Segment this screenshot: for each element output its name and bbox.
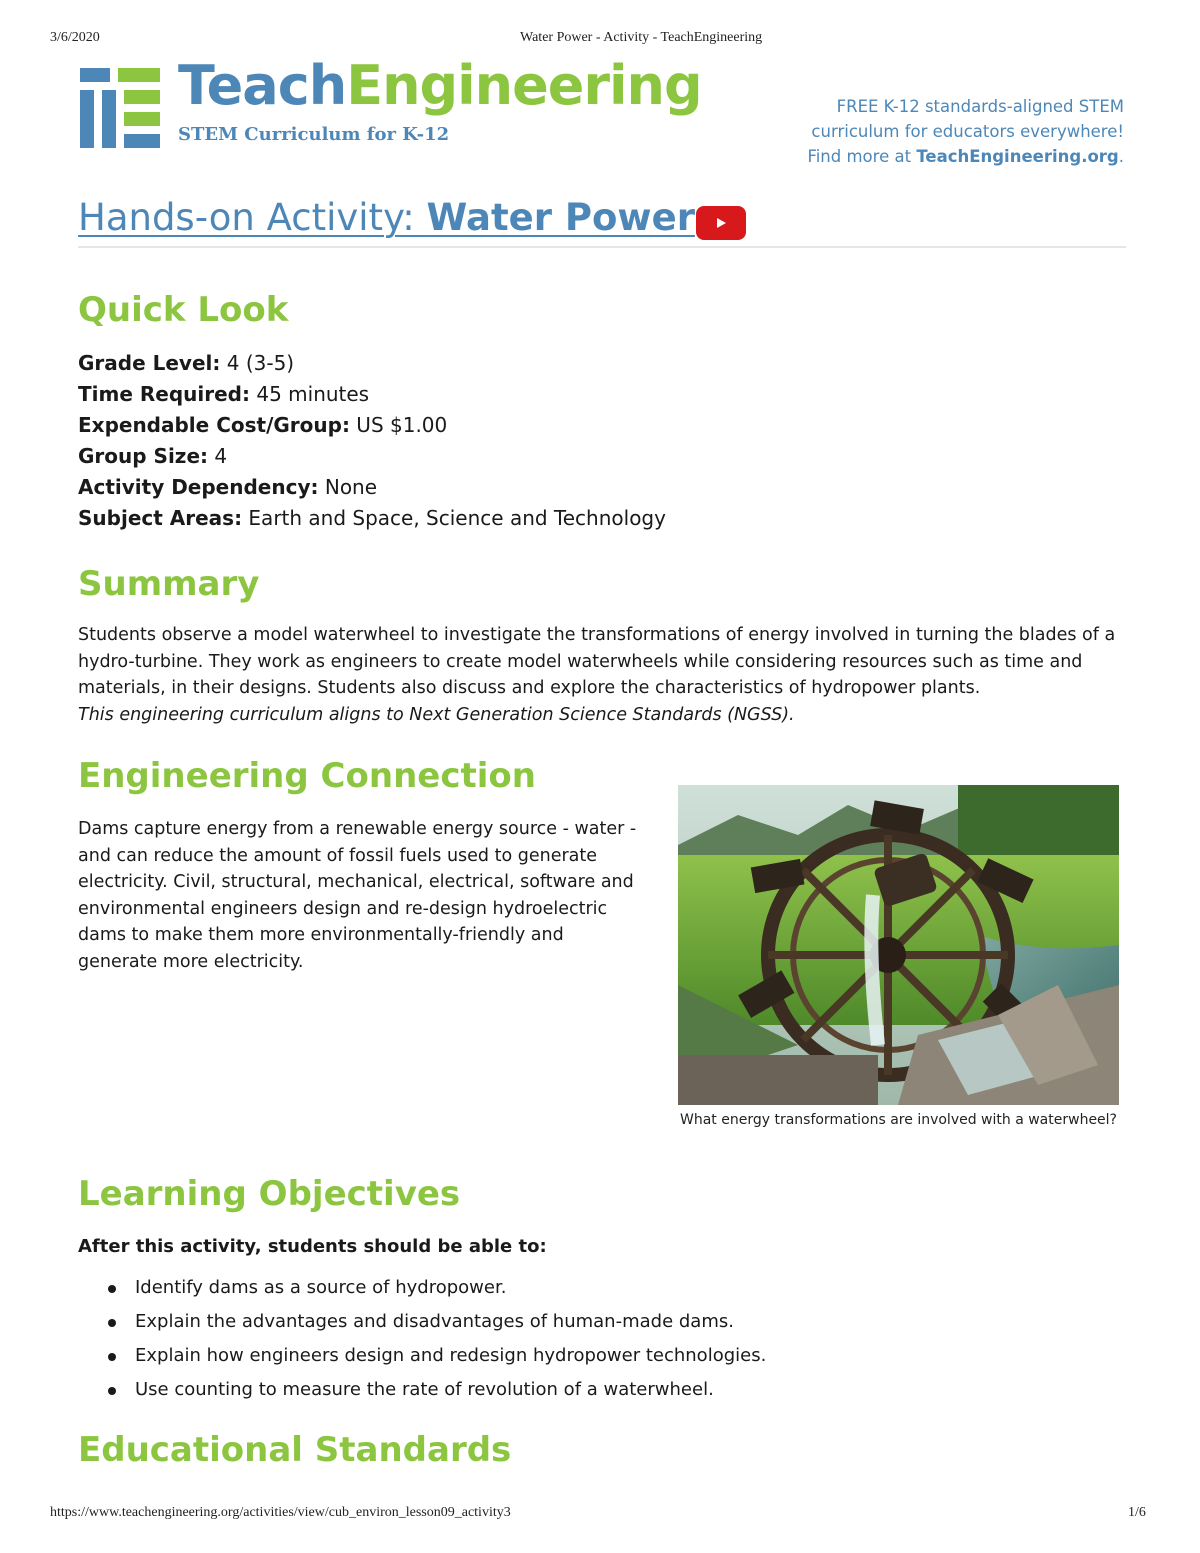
page-title[interactable]: Hands-on Activity: Water Power	[78, 196, 695, 239]
print-date: 3/6/2020	[50, 30, 100, 45]
page-title-bar	[78, 196, 1126, 248]
waterwheel-photo	[678, 785, 1119, 1105]
list-item: Use counting to measure the rate of revolution of a waterwheel.	[78, 1376, 766, 1410]
ngss-note: This engineering curriculum aligns to Next Generation Science Standards (NGSS).	[78, 704, 795, 725]
quick-look-item: Group Size: 4	[78, 444, 228, 468]
quick-look-item: Activity Dependency: None	[78, 475, 378, 499]
image-caption: What energy transformations are involved with a waterwheel?	[679, 1112, 1117, 1128]
list-item: Identify dams as a source of hydropower.	[78, 1274, 766, 1308]
list-item: Explain how engineers design and redesign hydropower technologies.	[78, 1342, 766, 1376]
logo-tagline: STEM Curriculum for K-12	[178, 124, 450, 145]
teachengineering-link[interactable]: TeachEngineering.org	[916, 147, 1119, 166]
print-page-number: 1/6	[1128, 1505, 1146, 1520]
educational-standards-heading: Educational Standards	[78, 1430, 512, 1470]
engineering-connection-heading: Engineering Connection	[78, 756, 536, 796]
print-page-title: Water Power - Activity - TeachEngineering	[520, 30, 763, 45]
promo-text: FREE K-12 standards-aligned STEM curriculum for educators everywhere! Find more at TeachEngineering.org.	[807, 97, 1124, 166]
teachengineering-logo[interactable]	[80, 54, 702, 150]
te-logo-mark-icon	[80, 68, 160, 148]
logo-wordmark: TeachEngineering	[178, 54, 702, 117]
list-item: Explain the advantages and disadvantages of human-made dams.	[78, 1308, 766, 1342]
summary-text: Students observe a model waterwheel to investigate the transformations of energy involved in turning the blades of a hydro-turbine. They work as engineers to create model waterwheels while considering resources such as time and materials, in their designs. Students also discuss and explore the characteristics of hydropower plants. This engineering curriculum aligns to Next Generation Science Standards (NGSS).	[78, 625, 1116, 725]
quick-look-list	[78, 348, 666, 534]
learning-objectives-heading: Learning Objectives	[78, 1174, 461, 1214]
quick-look-heading: Quick Look	[78, 290, 289, 330]
learning-objectives-intro: After this activity, students should be able to:	[78, 1236, 547, 1257]
quick-look-item: Grade Level: 4 (3-5)	[78, 351, 295, 375]
quick-look-item: Subject Areas: Earth and Space, Science and Technology	[78, 506, 666, 530]
engineering-connection-text: Dams capture energy from a renewable energy source - water - and can reduce the amount of fossil fuels used to generate electricity. Civil, structural, mechanical, electrical, software and environmental engineers design and re-design hydroelectric dams to make them more environmentally-friendly and generate more electricity.	[78, 819, 637, 972]
print-footer-url[interactable]: https://www.teachengineering.org/activities/view/cub_environ_lesson09_activity3	[50, 1505, 511, 1520]
quick-look-item: Time Required: 45 minutes	[78, 382, 370, 406]
summary-heading: Summary	[78, 564, 260, 604]
youtube-play-icon[interactable]	[696, 206, 746, 240]
learning-objectives-list	[78, 1274, 766, 1410]
quick-look-item: Expendable Cost/Group: US $1.00	[78, 413, 448, 437]
